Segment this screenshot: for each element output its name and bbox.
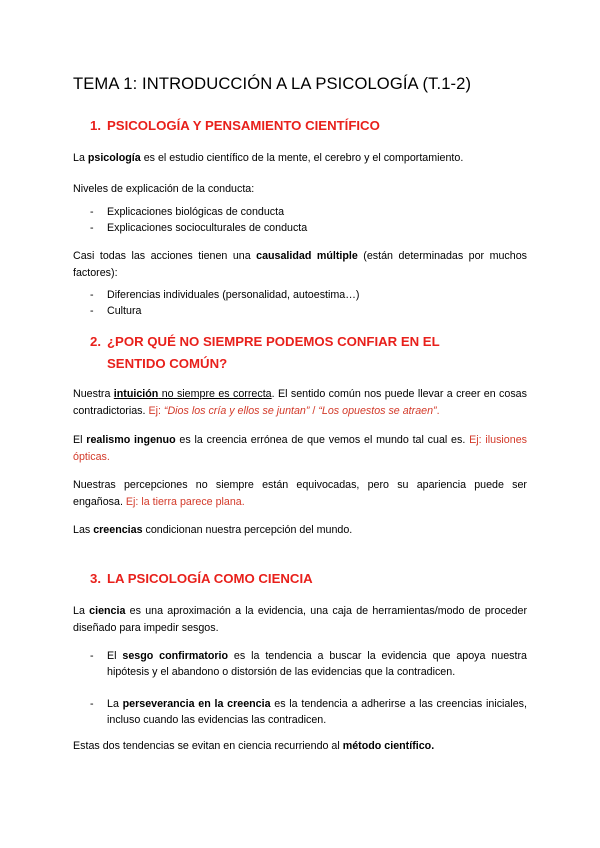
term-causalidad-multiple: causalidad múltiple	[256, 250, 358, 262]
list-item: - Cultura	[90, 305, 142, 317]
example-text: Ej: ilusiones ópticas.	[73, 434, 527, 463]
section-1-number: 1.	[90, 118, 101, 133]
section-2-title-line-2: SENTIDO COMÚN?	[107, 356, 228, 371]
example-quote: “Dios los cría y ellos se juntan”	[163, 404, 310, 417]
paragraph-creencias: Las creencias condicionan nuestra percepción del mundo.	[73, 524, 353, 536]
list-factores	[73, 287, 527, 319]
term-perseverancia: perseverancia en la creencia	[122, 698, 271, 710]
list-item: - El sesgo confirmatorio es la tendencia a buscar la evidencia que apoya nuestra hipótesis y el abandono o distorsión de las evidencias que la contradicen.	[90, 650, 527, 678]
list-sesgos	[73, 648, 527, 744]
paragraph-niveles: Niveles de explicación de la conducta:	[73, 183, 255, 195]
term-metodo-cientifico: método científico.	[342, 740, 435, 752]
paragraph-ciencia: La ciencia es una aproximación a la evidencia, una caja de herramientas/modo de proceder diseñado para impedir sesgos.	[73, 605, 528, 634]
paragraph-psicologia-definition: La psicología es el estudio científico de la mente, el cerebro y el comportamiento.	[73, 152, 464, 164]
term-psicologia: psicología	[87, 152, 141, 164]
section-2-title-line-1: ¿POR QUÉ NO SIEMPRE PODEMOS CONFIAR EN EL	[107, 334, 440, 349]
page-title: TEMA 1: INTRODUCCIÓN A LA PSICOLOGÍA (T.1-2)	[73, 74, 472, 93]
paragraph-causalidad: Casi todas las acciones tienen una causalidad múltiple (están determinadas por muchos factores):	[73, 250, 528, 279]
list-item: - Explicaciones socioculturales de conducta	[90, 222, 308, 234]
paragraph-intuicion: Nuestra intuición no siempre es correcta. El sentido común nos puede llevar a creer en cosas contradictorias. Ej: “Dios los cría y ellos se juntan” / “Los opuestos se atraen”.	[73, 388, 527, 417]
example-text: Ej: la tierra parece plana.	[125, 495, 245, 508]
example-quote: “Los opuestos se atraen”	[318, 404, 437, 417]
section-2-heading	[90, 331, 527, 375]
paragraph-realismo: El realismo ingenuo es la creencia errónea de que vemos el mundo tal cual es. Ej: ilusiones ópticas.	[73, 434, 527, 463]
list-dash: -	[90, 222, 94, 234]
section-1-title: PSICOLOGÍA Y PENSAMIENTO CIENTÍFICO	[107, 118, 380, 133]
list-item: - La perseverancia en la creencia es la tendencia a adherirse a las creencias iniciales, incluso cuando las evidencias las contradicen.	[90, 698, 527, 726]
term-intuicion: intuición	[113, 388, 159, 400]
section-3-heading	[90, 568, 527, 590]
list-item: - Diferencias individuales (personalidad, autoestima…)	[90, 289, 360, 301]
example-label: Ej:	[148, 404, 164, 417]
paragraph-metodo: Estas dos tendencias se evitan en ciencia recurriendo al método científico.	[73, 740, 435, 752]
term-creencias: creencias	[93, 524, 143, 536]
list-dash: -	[90, 698, 94, 710]
list-dash: -	[90, 650, 94, 662]
term-sesgo-confirmatorio: sesgo confirmatorio	[122, 650, 229, 662]
list-item: - Explicaciones biológicas de conducta	[90, 206, 285, 218]
section-3-title: LA PSICOLOGÍA COMO CIENCIA	[107, 571, 313, 586]
list-dash: -	[90, 305, 94, 317]
paragraph-percepciones: Nuestras percepciones no siempre están equivocadas, pero su apariencia puede ser engañosa. Ej: la tierra parece plana.	[73, 479, 527, 508]
list-dash: -	[90, 206, 94, 218]
list-dash: -	[90, 289, 94, 301]
section-2-number: 2.	[90, 334, 101, 349]
term-ciencia: ciencia	[89, 605, 126, 617]
list-niveles	[73, 204, 527, 236]
term-realismo-ingenuo: realismo ingenuo	[86, 434, 176, 446]
section-1-heading	[90, 115, 527, 137]
section-3-number: 3.	[90, 571, 101, 586]
